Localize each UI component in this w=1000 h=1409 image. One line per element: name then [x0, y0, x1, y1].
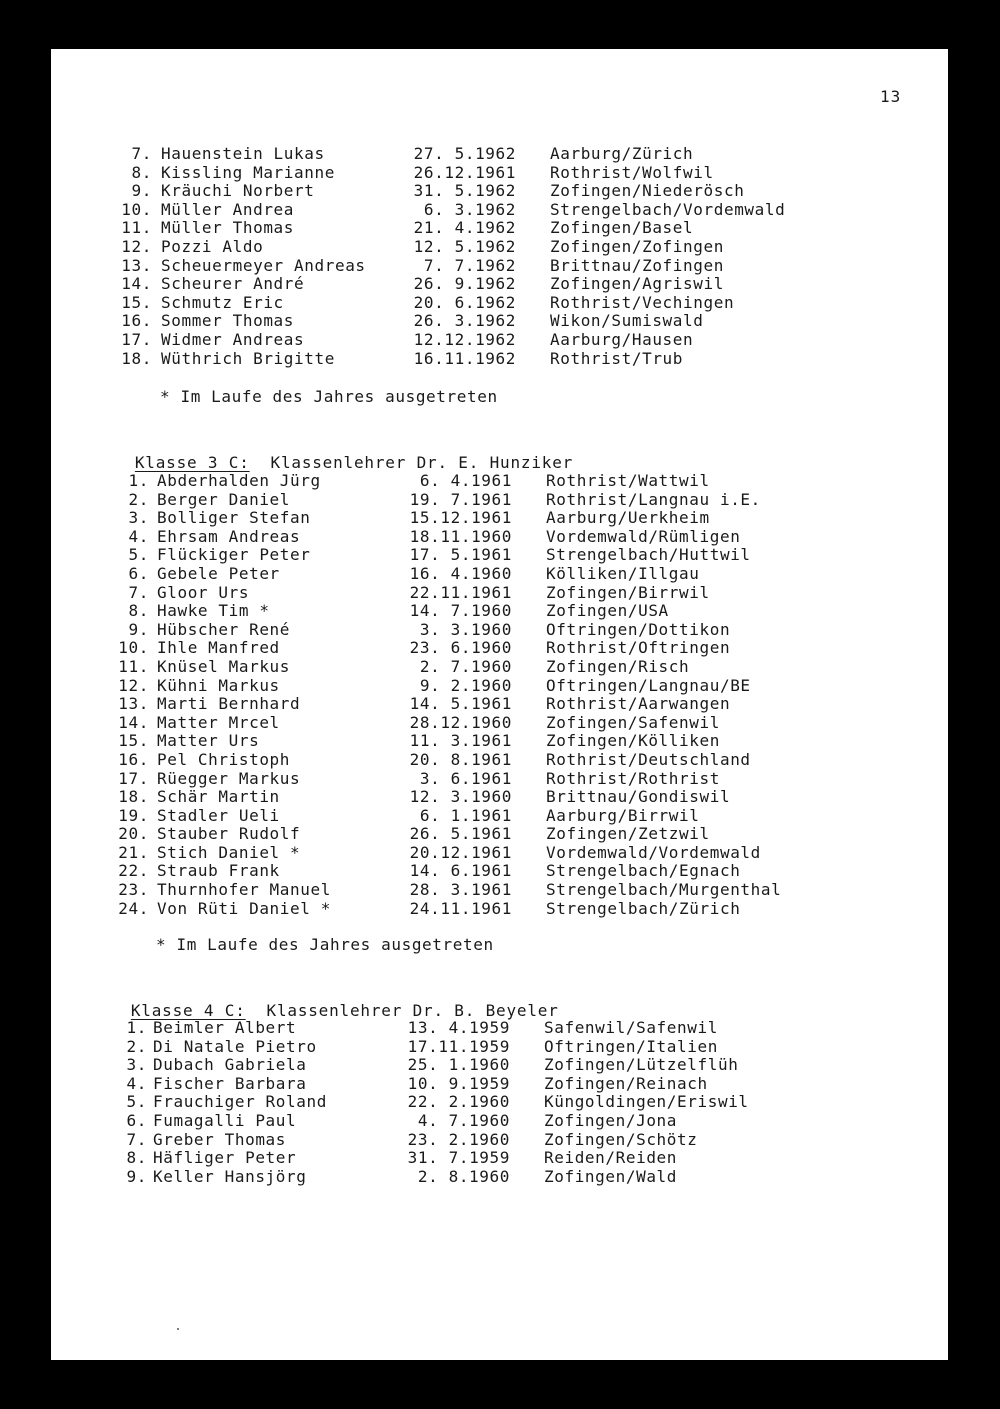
- row-number: 9.: [131, 181, 152, 201]
- student-name: Ehrsam Andreas: [157, 526, 301, 546]
- table-row: [0, 331, 1000, 350]
- residence-origin: Strengelbach/Zürich: [546, 898, 741, 918]
- student-name: Straub Frank: [157, 861, 280, 881]
- footnote-left-year: * Im Laufe des Jahres ausgetreten: [156, 935, 494, 954]
- row-number: 11.: [121, 218, 152, 238]
- table-row: [0, 1038, 1000, 1057]
- table-row: [0, 714, 1000, 733]
- student-name: Beimler Albert: [153, 1018, 297, 1037]
- student-name: Kühni Markus: [157, 675, 280, 695]
- row-number: 18.: [121, 348, 152, 368]
- class-heading-4c: [110, 982, 559, 1020]
- birth-date: 9. 2.1960: [419, 675, 512, 695]
- residence-origin: Wikon/Sumiswald: [550, 311, 704, 331]
- birth-date: 2. 7.1960: [419, 656, 512, 676]
- student-name: Thurnhofer Manuel: [157, 880, 331, 900]
- table-row: [0, 1149, 1000, 1168]
- student-name: Scheurer André: [161, 274, 305, 294]
- residence-origin: Zofingen/Zofingen: [550, 236, 724, 256]
- residence-origin: Aarburg/Uerkheim: [546, 508, 710, 528]
- student-list-4c: [0, 1019, 1000, 1186]
- student-name: Greber Thomas: [153, 1129, 287, 1149]
- table-row: [0, 491, 1000, 510]
- birth-date: 22.11.1961: [409, 582, 512, 602]
- row-number: 16.: [121, 311, 152, 331]
- row-number: 9.: [126, 1166, 147, 1186]
- residence-origin: Zofingen/Niederösch: [550, 181, 745, 201]
- student-name: Schmutz Eric: [161, 292, 284, 312]
- student-name: Pel Christoph: [157, 749, 291, 769]
- birth-date: 17.11.1959: [407, 1036, 510, 1056]
- class-label: Klasse 4 C:: [130, 1001, 246, 1020]
- row-number: 4.: [126, 1073, 147, 1093]
- table-row: [0, 770, 1000, 789]
- student-name: Von Rüti Daniel *: [157, 898, 331, 918]
- row-number: 17.: [118, 768, 149, 788]
- residence-origin: Strengelbach/Huttwil: [546, 545, 751, 565]
- birth-date: 17. 5.1961: [409, 545, 512, 565]
- birth-date: 3. 6.1961: [419, 768, 512, 788]
- student-name: Stauber Rudolf: [157, 824, 301, 844]
- birth-date: 11. 3.1961: [409, 731, 512, 751]
- birth-date: 20. 8.1961: [409, 749, 512, 769]
- table-row: [0, 825, 1000, 844]
- residence-origin: Zofingen/Schötz: [544, 1129, 698, 1149]
- table-row: [0, 1112, 1000, 1131]
- birth-date: 13. 4.1959: [407, 1018, 510, 1037]
- birth-date: 16. 4.1960: [409, 563, 512, 583]
- residence-origin: Rothrist/Oftringen: [546, 638, 731, 658]
- table-row: [0, 621, 1000, 640]
- residence-origin: Zofingen/Birrwil: [546, 582, 710, 602]
- residence-origin: Rothrist/Vechingen: [550, 292, 735, 312]
- student-name: Fumagalli Paul: [153, 1110, 297, 1130]
- table-row: [0, 881, 1000, 900]
- birth-date: 23. 6.1960: [409, 638, 512, 658]
- student-name: Marti Bernhard: [157, 694, 301, 714]
- row-number: 12.: [118, 675, 149, 695]
- row-number: 10.: [121, 199, 152, 219]
- birth-date: 14. 6.1961: [409, 861, 512, 881]
- birth-date: 27. 5.1962: [413, 144, 516, 163]
- row-number: 1.: [128, 471, 149, 490]
- residence-origin: Rothrist/Rothrist: [546, 768, 720, 788]
- table-row: [0, 238, 1000, 257]
- row-number: 5.: [126, 1092, 147, 1112]
- residence-origin: Oftringen/Langnau/BE: [546, 675, 751, 695]
- birth-date: 31. 5.1962: [413, 181, 516, 201]
- student-name: Berger Daniel: [157, 489, 291, 509]
- table-row: [0, 312, 1000, 331]
- residence-origin: Zofingen/Jona: [544, 1110, 678, 1130]
- table-row: [0, 1168, 1000, 1187]
- residence-origin: Strengelbach/Egnach: [546, 861, 741, 881]
- birth-date: 20. 6.1962: [413, 292, 516, 312]
- residence-origin: Rothrist/Langnau i.E.: [546, 489, 761, 509]
- table-row: [0, 584, 1000, 603]
- residence-origin: Zofingen/Wald: [544, 1166, 678, 1186]
- row-number: 13.: [118, 694, 149, 714]
- student-name: Stich Daniel *: [157, 842, 301, 862]
- student-name: Rüegger Markus: [157, 768, 301, 788]
- row-number: 9.: [128, 619, 149, 639]
- residence-origin: Rothrist/Deutschland: [546, 749, 751, 769]
- residence-origin: Brittnau/Zofingen: [550, 255, 724, 275]
- student-name: Bolliger Stefan: [157, 508, 311, 528]
- table-row: [0, 546, 1000, 565]
- student-list-3c: [0, 472, 1000, 918]
- student-name: Häfliger Peter: [153, 1148, 297, 1168]
- row-number: 7.: [128, 582, 149, 602]
- table-row: [0, 695, 1000, 714]
- birth-date: 6. 1.1961: [419, 805, 512, 825]
- birth-date: 28. 3.1961: [409, 880, 512, 900]
- row-number: 8.: [131, 162, 152, 182]
- birth-date: 22. 2.1960: [407, 1092, 510, 1112]
- birth-date: 12. 5.1962: [413, 236, 516, 256]
- student-name: Gloor Urs: [157, 582, 250, 602]
- residence-origin: Aarburg/Birrwil: [546, 805, 700, 825]
- table-row: [0, 509, 1000, 528]
- residence-origin: Vordemwald/Vordemwald: [546, 842, 761, 862]
- table-row: [0, 862, 1000, 881]
- residence-origin: Safenwil/Safenwil: [544, 1018, 718, 1037]
- birth-date: 15.12.1961: [409, 508, 512, 528]
- table-row: [0, 658, 1000, 677]
- row-number: 23.: [118, 880, 149, 900]
- row-number: 2.: [126, 1036, 147, 1056]
- table-row: [0, 1056, 1000, 1075]
- residence-origin: Zofingen/Safenwil: [546, 712, 720, 732]
- class-label: Klasse 3 C:: [134, 453, 250, 472]
- row-number: 19.: [118, 805, 149, 825]
- residence-origin: Aarburg/Zürich: [550, 144, 694, 163]
- student-name: Fischer Barbara: [153, 1073, 307, 1093]
- residence-origin: Rothrist/Wattwil: [546, 471, 710, 490]
- birth-date: 12.12.1962: [413, 329, 516, 349]
- row-number: 7.: [131, 144, 152, 163]
- birth-date: 16.11.1962: [413, 348, 516, 368]
- student-name: Widmer Andreas: [161, 329, 305, 349]
- row-number: 14.: [118, 712, 149, 732]
- birth-date: 6. 3.1962: [423, 199, 516, 219]
- student-name: Matter Urs: [157, 731, 260, 751]
- student-name: Hübscher René: [157, 619, 291, 639]
- table-row: [0, 472, 1000, 491]
- table-row: [0, 807, 1000, 826]
- birth-date: 26. 5.1961: [409, 824, 512, 844]
- birth-date: 31. 7.1959: [407, 1148, 510, 1168]
- table-row: [0, 201, 1000, 220]
- row-number: 4.: [128, 526, 149, 546]
- birth-date: 23. 2.1960: [407, 1129, 510, 1149]
- row-number: 15.: [121, 292, 152, 312]
- student-name: Hauenstein Lukas: [161, 144, 325, 163]
- student-name: Scheuermeyer Andreas: [161, 255, 366, 275]
- residence-origin: Zofingen/Zetzwil: [546, 824, 710, 844]
- birth-date: 20.12.1961: [409, 842, 512, 862]
- residence-origin: Rothrist/Trub: [550, 348, 684, 368]
- student-name: Hawke Tim *: [157, 601, 270, 621]
- table-row: [0, 1093, 1000, 1112]
- student-name: Abderhalden Jürg: [157, 471, 321, 490]
- residence-origin: Zofingen/Lützelflüh: [544, 1055, 739, 1075]
- row-number: 8.: [128, 601, 149, 621]
- table-row: [0, 275, 1000, 294]
- student-name: Müller Thomas: [161, 218, 295, 238]
- student-list-continued: [0, 145, 1000, 368]
- row-number: 1.: [126, 1018, 147, 1037]
- birth-date: 28.12.1960: [409, 712, 512, 732]
- page-number: 13: [880, 87, 902, 106]
- residence-origin: Zofingen/USA: [546, 601, 669, 621]
- row-number: 6.: [126, 1110, 147, 1130]
- student-name: Stadler Ueli: [157, 805, 280, 825]
- student-name: Knüsel Markus: [157, 656, 291, 676]
- row-number: 13.: [121, 255, 152, 275]
- table-row: [0, 677, 1000, 696]
- row-number: 8.: [126, 1148, 147, 1168]
- table-row: [0, 257, 1000, 276]
- table-row: [0, 602, 1000, 621]
- birth-date: 2. 8.1960: [417, 1166, 510, 1186]
- table-row: [0, 1131, 1000, 1150]
- birth-date: 26. 3.1962: [413, 311, 516, 331]
- student-name: Di Natale Pietro: [153, 1036, 317, 1056]
- table-row: [0, 1019, 1000, 1038]
- residence-origin: Strengelbach/Murgenthal: [546, 880, 782, 900]
- row-number: 10.: [118, 638, 149, 658]
- table-row: [0, 844, 1000, 863]
- row-number: 16.: [118, 749, 149, 769]
- table-row: [0, 565, 1000, 584]
- birth-date: 24.11.1961: [409, 898, 512, 918]
- birth-date: 26.12.1961: [413, 162, 516, 182]
- footnote-left-year: * Im Laufe des Jahres ausgetreten: [160, 387, 498, 406]
- row-number: 17.: [121, 329, 152, 349]
- residence-origin: Strengelbach/Vordemwald: [550, 199, 786, 219]
- birth-date: 21. 4.1962: [413, 218, 516, 238]
- row-number: 20.: [118, 824, 149, 844]
- residence-origin: Zofingen/Kölliken: [546, 731, 720, 751]
- row-number: 7.: [126, 1129, 147, 1149]
- residence-origin: Küngoldingen/Eriswil: [544, 1092, 749, 1112]
- table-row: [0, 751, 1000, 770]
- birth-date: 25. 1.1960: [407, 1055, 510, 1075]
- table-row: [0, 294, 1000, 313]
- birth-date: 14. 7.1960: [409, 601, 512, 621]
- residence-origin: Zofingen/Risch: [546, 656, 690, 676]
- row-number: 24.: [118, 898, 149, 918]
- class-heading-3c: [114, 434, 573, 472]
- row-number: 12.: [121, 236, 152, 256]
- residence-origin: Zofingen/Reinach: [544, 1073, 708, 1093]
- row-number: 18.: [118, 787, 149, 807]
- residence-origin: Kölliken/Illgau: [546, 563, 700, 583]
- student-name: Dubach Gabriela: [153, 1055, 307, 1075]
- student-name: Schär Martin: [157, 787, 280, 807]
- student-name: Frauchiger Roland: [153, 1092, 327, 1112]
- birth-date: 18.11.1960: [409, 526, 512, 546]
- residence-origin: Reiden/Reiden: [544, 1148, 678, 1168]
- student-name: Kräuchi Norbert: [161, 181, 315, 201]
- class-teacher: Klassenlehrer Dr. B. Beyeler: [266, 1001, 559, 1020]
- table-row: [0, 639, 1000, 658]
- row-number: 2.: [128, 489, 149, 509]
- table-row: [0, 164, 1000, 183]
- table-row: [0, 145, 1000, 164]
- row-number: 5.: [128, 545, 149, 565]
- row-number: 3.: [128, 508, 149, 528]
- residence-origin: Rothrist/Aarwangen: [546, 694, 731, 714]
- birth-date: 10. 9.1959: [407, 1073, 510, 1093]
- student-name: Ihle Manfred: [157, 638, 280, 658]
- student-name: Sommer Thomas: [161, 311, 295, 331]
- residence-origin: Brittnau/Gondiswil: [546, 787, 731, 807]
- student-name: Matter Mrcel: [157, 712, 280, 732]
- birth-date: 4. 7.1960: [417, 1110, 510, 1130]
- row-number: 3.: [126, 1055, 147, 1075]
- birth-date: 14. 5.1961: [409, 694, 512, 714]
- birth-date: 26. 9.1962: [413, 274, 516, 294]
- residence-origin: Zofingen/Agriswil: [550, 274, 724, 294]
- table-row: [0, 182, 1000, 201]
- student-name: Gebele Peter: [157, 563, 280, 583]
- student-name: Keller Hansjörg: [153, 1166, 307, 1186]
- table-row: [0, 788, 1000, 807]
- birth-date: 7. 7.1962: [423, 255, 516, 275]
- row-number: 11.: [118, 656, 149, 676]
- row-number: 14.: [121, 274, 152, 294]
- residence-origin: Oftringen/Dottikon: [546, 619, 731, 639]
- row-number: 6.: [128, 563, 149, 583]
- table-row: [0, 350, 1000, 369]
- student-name: Wüthrich Brigitte: [161, 348, 335, 368]
- residence-origin: Aarburg/Hausen: [550, 329, 694, 349]
- row-number: 21.: [118, 842, 149, 862]
- table-row: [0, 219, 1000, 238]
- student-name: Kissling Marianne: [161, 162, 335, 182]
- class-teacher: Klassenlehrer Dr. E. Hunziker: [270, 453, 574, 472]
- residence-origin: Vordemwald/Rümligen: [546, 526, 741, 546]
- scan-speck: [177, 1328, 179, 1330]
- residence-origin: Oftringen/Italien: [544, 1036, 718, 1056]
- student-name: Müller Andrea: [161, 199, 295, 219]
- birth-date: 19. 7.1961: [409, 489, 512, 509]
- student-name: Pozzi Aldo: [161, 236, 264, 256]
- student-name: Flückiger Peter: [157, 545, 311, 565]
- residence-origin: Zofingen/Basel: [550, 218, 694, 238]
- row-number: 22.: [118, 861, 149, 881]
- table-row: [0, 900, 1000, 919]
- table-row: [0, 1075, 1000, 1094]
- table-row: [0, 732, 1000, 751]
- birth-date: 12. 3.1960: [409, 787, 512, 807]
- row-number: 15.: [118, 731, 149, 751]
- table-row: [0, 528, 1000, 547]
- residence-origin: Rothrist/Wolfwil: [550, 162, 714, 182]
- birth-date: 6. 4.1961: [419, 471, 512, 490]
- birth-date: 3. 3.1960: [419, 619, 512, 639]
